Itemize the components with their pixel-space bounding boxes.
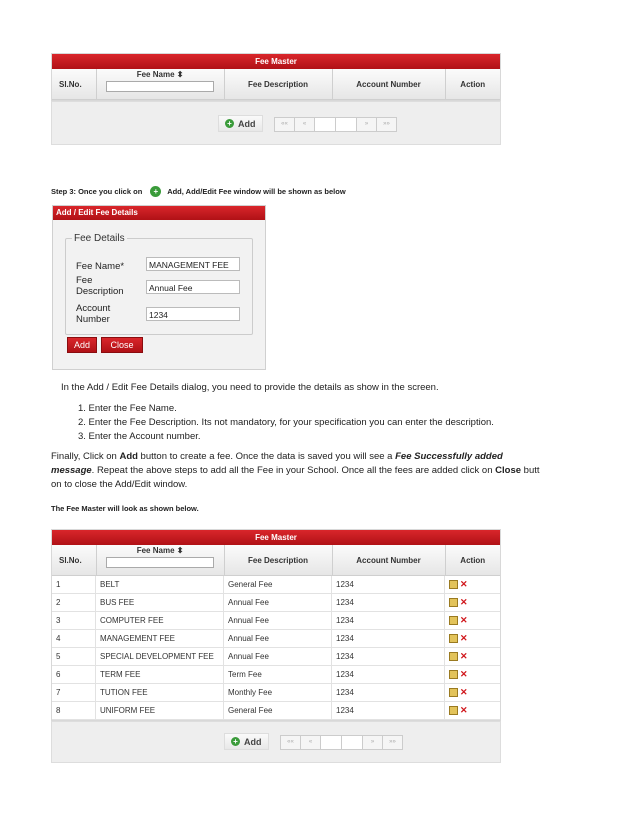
add-edit-fee-dialog bbox=[52, 205, 266, 370]
fee-description-field[interactable]: Annual Fee bbox=[146, 280, 240, 294]
delete-icon[interactable]: ✕ bbox=[460, 633, 468, 643]
fee-description-label bbox=[76, 275, 124, 297]
cell-action bbox=[445, 666, 500, 683]
p2-d: butt bbox=[521, 465, 540, 476]
bottom-fee-master-grid bbox=[51, 529, 501, 721]
cell-account-number: 1234 bbox=[332, 702, 445, 719]
fee-name-label: Fee Name* bbox=[76, 261, 125, 272]
finally-paragraph-line1 bbox=[51, 451, 503, 462]
table-row[interactable] bbox=[52, 612, 500, 630]
first-page-button[interactable]: «« bbox=[274, 117, 295, 132]
page-input[interactable] bbox=[314, 117, 336, 132]
fee-name-sort-label[interactable]: Fee Name ⬍ bbox=[136, 70, 184, 79]
page-input[interactable] bbox=[320, 735, 342, 750]
cell-fee-description: Monthly Fee bbox=[224, 684, 332, 701]
page-count bbox=[335, 117, 357, 132]
dialog-add-button[interactable]: Add bbox=[67, 337, 97, 353]
edit-icon[interactable] bbox=[449, 706, 458, 715]
edit-icon[interactable] bbox=[449, 688, 458, 697]
cell-sl-no: 6 bbox=[52, 666, 96, 683]
instruction-step-1: 1. Enter the Fee Name. bbox=[78, 403, 177, 414]
cell-action bbox=[445, 630, 500, 647]
header-account-number: Account Number bbox=[333, 545, 446, 575]
cell-account-number: 1234 bbox=[332, 684, 445, 701]
dialog-close-button[interactable]: Close bbox=[101, 337, 143, 353]
p2-message: message bbox=[51, 465, 92, 476]
cell-fee-description: Annual Fee bbox=[224, 612, 332, 629]
description-label-line2: Description bbox=[76, 286, 124, 297]
edit-icon[interactable] bbox=[449, 580, 458, 589]
p1-a: Finally, Click on bbox=[51, 451, 120, 462]
cell-account-number: 1234 bbox=[332, 666, 445, 683]
cell-fee-description: Term Fee bbox=[224, 666, 332, 683]
top-fee-master-grid bbox=[51, 53, 501, 101]
header-sl-no: Sl.No. bbox=[52, 545, 97, 575]
edit-icon[interactable] bbox=[449, 670, 458, 679]
account-number-label bbox=[76, 303, 110, 325]
cell-fee-name: UNIFORM FEE bbox=[96, 702, 224, 719]
grid-body bbox=[52, 576, 500, 720]
edit-icon[interactable] bbox=[449, 616, 458, 625]
table-row[interactable] bbox=[52, 702, 500, 720]
add-label: Add bbox=[244, 736, 262, 747]
cell-action bbox=[445, 612, 500, 629]
last-page-button[interactable]: »» bbox=[382, 735, 403, 750]
cell-sl-no: 8 bbox=[52, 702, 96, 719]
cell-fee-name: TUTION FEE bbox=[96, 684, 224, 701]
cell-fee-description: General Fee bbox=[224, 702, 332, 719]
delete-icon[interactable]: ✕ bbox=[460, 705, 468, 715]
grid-header-row bbox=[52, 69, 500, 100]
delete-icon[interactable]: ✕ bbox=[460, 651, 468, 661]
last-page-button[interactable]: »» bbox=[376, 117, 397, 132]
cell-account-number: 1234 bbox=[332, 612, 445, 629]
p1-c: button to create a fee. Once the data is saved you will see a bbox=[137, 451, 396, 462]
delete-icon[interactable]: ✕ bbox=[460, 687, 468, 697]
add-button[interactable] bbox=[218, 115, 263, 132]
fieldset-legend: Fee Details bbox=[74, 233, 125, 244]
cell-sl-no: 3 bbox=[52, 612, 96, 629]
next-page-button[interactable]: » bbox=[356, 117, 377, 132]
pager bbox=[280, 735, 402, 748]
account-label-line1: Account bbox=[76, 303, 111, 314]
cell-action bbox=[445, 576, 500, 593]
header-account-number: Account Number bbox=[333, 69, 446, 99]
plus-icon: + bbox=[150, 186, 161, 197]
header-fee-name[interactable] bbox=[97, 545, 225, 575]
dialog-title: Add / Edit Fee Details bbox=[53, 206, 265, 220]
finally-paragraph-line3: on to close the Add/Edit window. bbox=[51, 479, 188, 490]
cell-sl-no: 2 bbox=[52, 594, 96, 611]
cell-action bbox=[445, 684, 500, 701]
p2-b: . Repeat the above steps to add all the Fee in your School. Once all the fees are added click on bbox=[91, 465, 496, 476]
cell-sl-no: 4 bbox=[52, 630, 96, 647]
cell-fee-description: Annual Fee bbox=[224, 594, 332, 611]
p2-close-bold: Close bbox=[495, 465, 522, 476]
table-row[interactable] bbox=[52, 684, 500, 702]
cell-action bbox=[445, 702, 500, 719]
table-row[interactable] bbox=[52, 666, 500, 684]
header-fee-description: Fee Description bbox=[225, 545, 333, 575]
header-sl-no: Sl.No. bbox=[52, 69, 97, 99]
grid-header-row bbox=[52, 545, 500, 576]
cell-sl-no: 5 bbox=[52, 648, 96, 665]
cell-fee-name: COMPUTER FEE bbox=[96, 612, 224, 629]
cell-account-number: 1234 bbox=[332, 576, 445, 593]
top-pager-area bbox=[51, 101, 501, 145]
header-fee-name[interactable] bbox=[97, 69, 225, 99]
header-fee-description: Fee Description bbox=[225, 69, 333, 99]
header-action: Action bbox=[460, 555, 486, 565]
cell-fee-name: MANAGEMENT FEE bbox=[96, 630, 224, 647]
page-count bbox=[341, 735, 363, 750]
bottom-pager-area bbox=[51, 721, 501, 763]
step3-text bbox=[51, 186, 346, 197]
first-page-button[interactable]: «« bbox=[280, 735, 301, 750]
table-row[interactable] bbox=[52, 576, 500, 594]
delete-icon[interactable]: ✕ bbox=[460, 615, 468, 625]
table-row[interactable] bbox=[52, 648, 500, 666]
prev-page-button[interactable]: « bbox=[294, 117, 315, 132]
plus-icon: + bbox=[231, 737, 240, 746]
table-row[interactable] bbox=[52, 630, 500, 648]
cell-sl-no: 7 bbox=[52, 684, 96, 701]
fee-master-look-text: The Fee Master will look as shown below. bbox=[51, 504, 199, 513]
instruction-step-3: 3. Enter the Account number. bbox=[78, 431, 201, 442]
grid-title: Fee Master bbox=[52, 54, 500, 69]
pager bbox=[274, 117, 396, 130]
p1-add-bold: Add bbox=[119, 451, 138, 462]
delete-icon[interactable]: ✕ bbox=[460, 579, 468, 589]
edit-icon[interactable] bbox=[449, 598, 458, 607]
cell-account-number: 1234 bbox=[332, 648, 445, 665]
cell-fee-name: TERM FEE bbox=[96, 666, 224, 683]
delete-icon[interactable]: ✕ bbox=[460, 597, 468, 607]
edit-icon[interactable] bbox=[449, 634, 458, 643]
cell-fee-name: BUS FEE bbox=[96, 594, 224, 611]
next-page-button[interactable]: » bbox=[362, 735, 383, 750]
cell-fee-name: SPECIAL DEVELOPMENT FEE bbox=[96, 648, 224, 665]
cell-sl-no: 1 bbox=[52, 576, 96, 593]
cell-account-number: 1234 bbox=[332, 630, 445, 647]
cell-fee-name: BELT bbox=[96, 576, 224, 593]
cell-fee-description: Annual Fee bbox=[224, 648, 332, 665]
instructions-intro: In the Add / Edit Fee Details dialog, you need to provide the details as show in the screen. bbox=[61, 382, 439, 393]
p1-success-msg: Fee Successfully added bbox=[395, 451, 503, 462]
fee-details-fieldset bbox=[65, 233, 253, 335]
fee-name-field[interactable]: MANAGEMENT FEE bbox=[146, 257, 240, 271]
plus-icon: + bbox=[225, 119, 234, 128]
header-action: Action bbox=[460, 79, 486, 89]
add-label: Add bbox=[238, 118, 256, 129]
delete-icon[interactable]: ✕ bbox=[460, 669, 468, 679]
fee-name-filter-input[interactable] bbox=[106, 557, 214, 568]
fee-label-line1: Fee bbox=[76, 275, 93, 286]
step3-after: Add, Add/Edit Fee window will be shown as below bbox=[167, 187, 346, 196]
cell-account-number: 1234 bbox=[332, 594, 445, 611]
cell-fee-description: Annual Fee bbox=[224, 630, 332, 647]
step3-before: Step 3: Once you click on bbox=[51, 187, 143, 196]
add-button[interactable] bbox=[224, 733, 269, 750]
number-label-line2: Number bbox=[76, 314, 110, 325]
cell-action bbox=[445, 594, 500, 611]
edit-icon[interactable] bbox=[449, 652, 458, 661]
table-row[interactable] bbox=[52, 594, 500, 612]
fee-name-filter-input[interactable] bbox=[106, 81, 214, 92]
fee-name-sort-label[interactable]: Fee Name ⬍ bbox=[136, 546, 184, 555]
prev-page-button[interactable]: « bbox=[300, 735, 321, 750]
cell-fee-description: General Fee bbox=[224, 576, 332, 593]
grid-title: Fee Master bbox=[52, 530, 500, 545]
finally-paragraph-line2 bbox=[51, 465, 540, 476]
instruction-step-2: 2. Enter the Fee Description. Its not mandatory, for your specification you can enter the description. bbox=[78, 417, 494, 428]
cell-action bbox=[445, 648, 500, 665]
account-number-field[interactable]: 1234 bbox=[146, 307, 240, 321]
